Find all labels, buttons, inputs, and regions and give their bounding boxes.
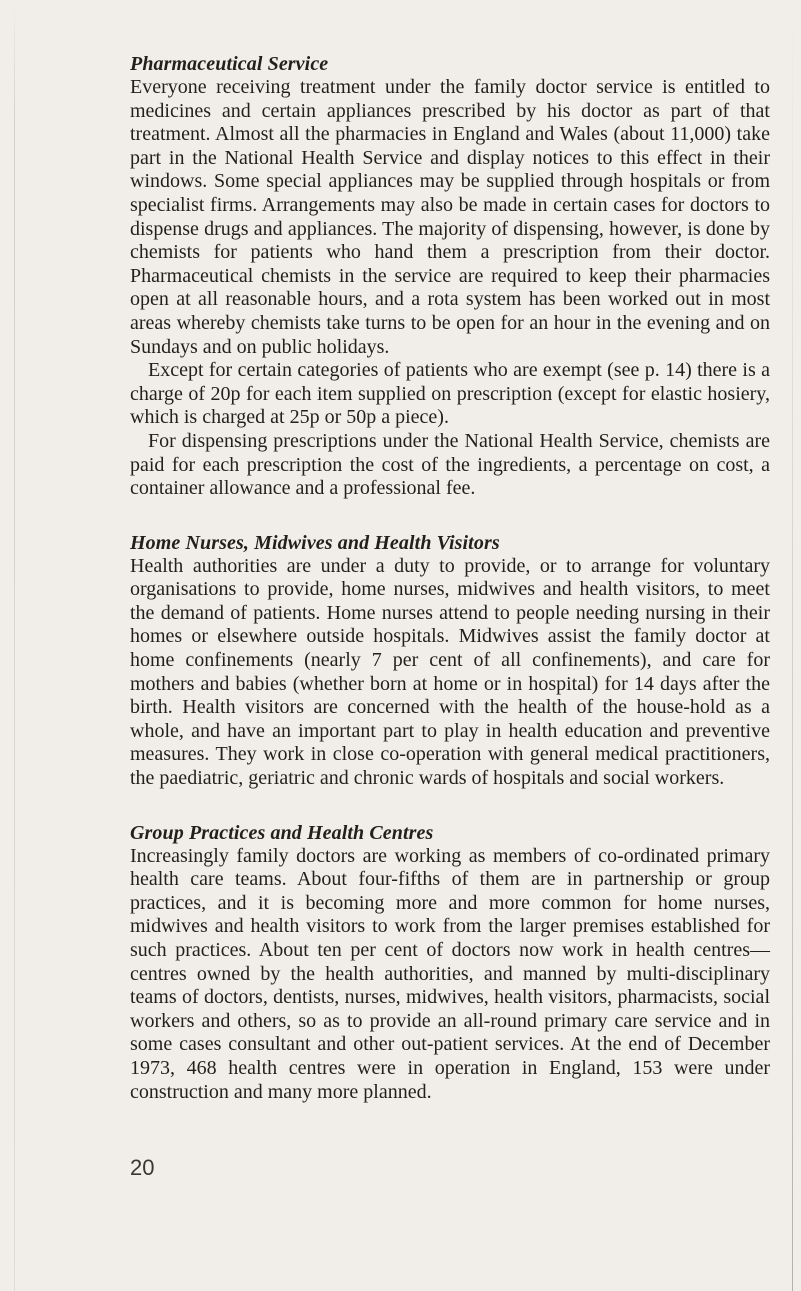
paragraph: Increasingly family doctors are working as members of co-ordinated primary health care teams. About four-fifths of them are in partnership or group practices, and it is becoming more and more common for home nurses, midwives and health visitors to work from the larger premises established for such practices. About ten per cent of doctors now work in health centres—centres owned by the health authorities, and manned by multi-disciplinary teams of doctors, dentists, nurses, midwives, health visitors, pharmacists, social workers and others, so as to provide an all-round primary care service and in some cases consultant and other out-patient services. At the end of December 1973, 468 health centres were in operation in England, 153 were under construction and many more planned.	[130, 844, 770, 1103]
paragraph: Health authorities are under a duty to provide, or to arrange for voluntary organisations to provide, home nurses, midwives and health visitors, to meet the demand of patients. Home nurses attend to people needing nursing in their homes or elsewhere outside hospitals. Midwives assist the family doctor at home confinements (nearly 7 per cent of all confinements), and care for mothers and babies (whether born at home or in hospital) for 14 days after the birth. Health visitors are concerned with the health of the house-hold as a whole, and have an important part to play in health education and preventive measures. They work in close co-operation with general medical practitioners, the paediatric, geriatric and chronic wards of hospitals and social workers.	[130, 554, 770, 790]
section-pharmaceutical-service	[130, 52, 770, 501]
page-number: 20	[130, 1155, 155, 1180]
section-group-practices	[130, 821, 770, 1105]
section-home-nurses	[130, 531, 770, 791]
document-page	[130, 52, 770, 1134]
paragraph: For dispensing prescriptions under the National Health Service, chemists are paid for each prescription the cost of the ingredients, a percentage on cost, a container allowance and a professional fee.	[130, 429, 770, 500]
paragraph: Except for certain categories of patients who are exempt (see p. 14) there is a charge of 20p for each item supplied on prescription (except for elastic hosiery, which is charged at 25p or 50p a piece).	[130, 359, 770, 429]
section-heading: Pharmaceutical Service	[130, 53, 329, 75]
section-heading: Home Nurses, Midwives and Health Visitors	[130, 531, 500, 554]
paragraph: Everyone receiving treatment under the family doctor service is entitled to medicines and certain appliances prescribed by his doctor as part of that treatment. Almost all the pharmacies in England and Wales (about 11,000) take part in the National Health Service and display notices to this effect in their windows. Some special appliances may be supplied through hospitals or from specialist firms. Arrangements may also be made in certain cases for doctors to dispense drugs and appliances. The majority of dispensing, however, is done by chemists for patients who hand them a prescription from their doctor. Pharmaceutical chemists in the service are required to keep their pharmacies open at all reasonable hours, and a rota system has been worked out in most areas whereby chemists take turns to be open for an hour in the evening and on Sundays and on public holidays.	[130, 76, 770, 358]
page-edge-right	[792, 0, 793, 1291]
page-edge-left	[14, 0, 15, 1291]
section-heading: Group Practices and Health Centres	[130, 821, 434, 844]
